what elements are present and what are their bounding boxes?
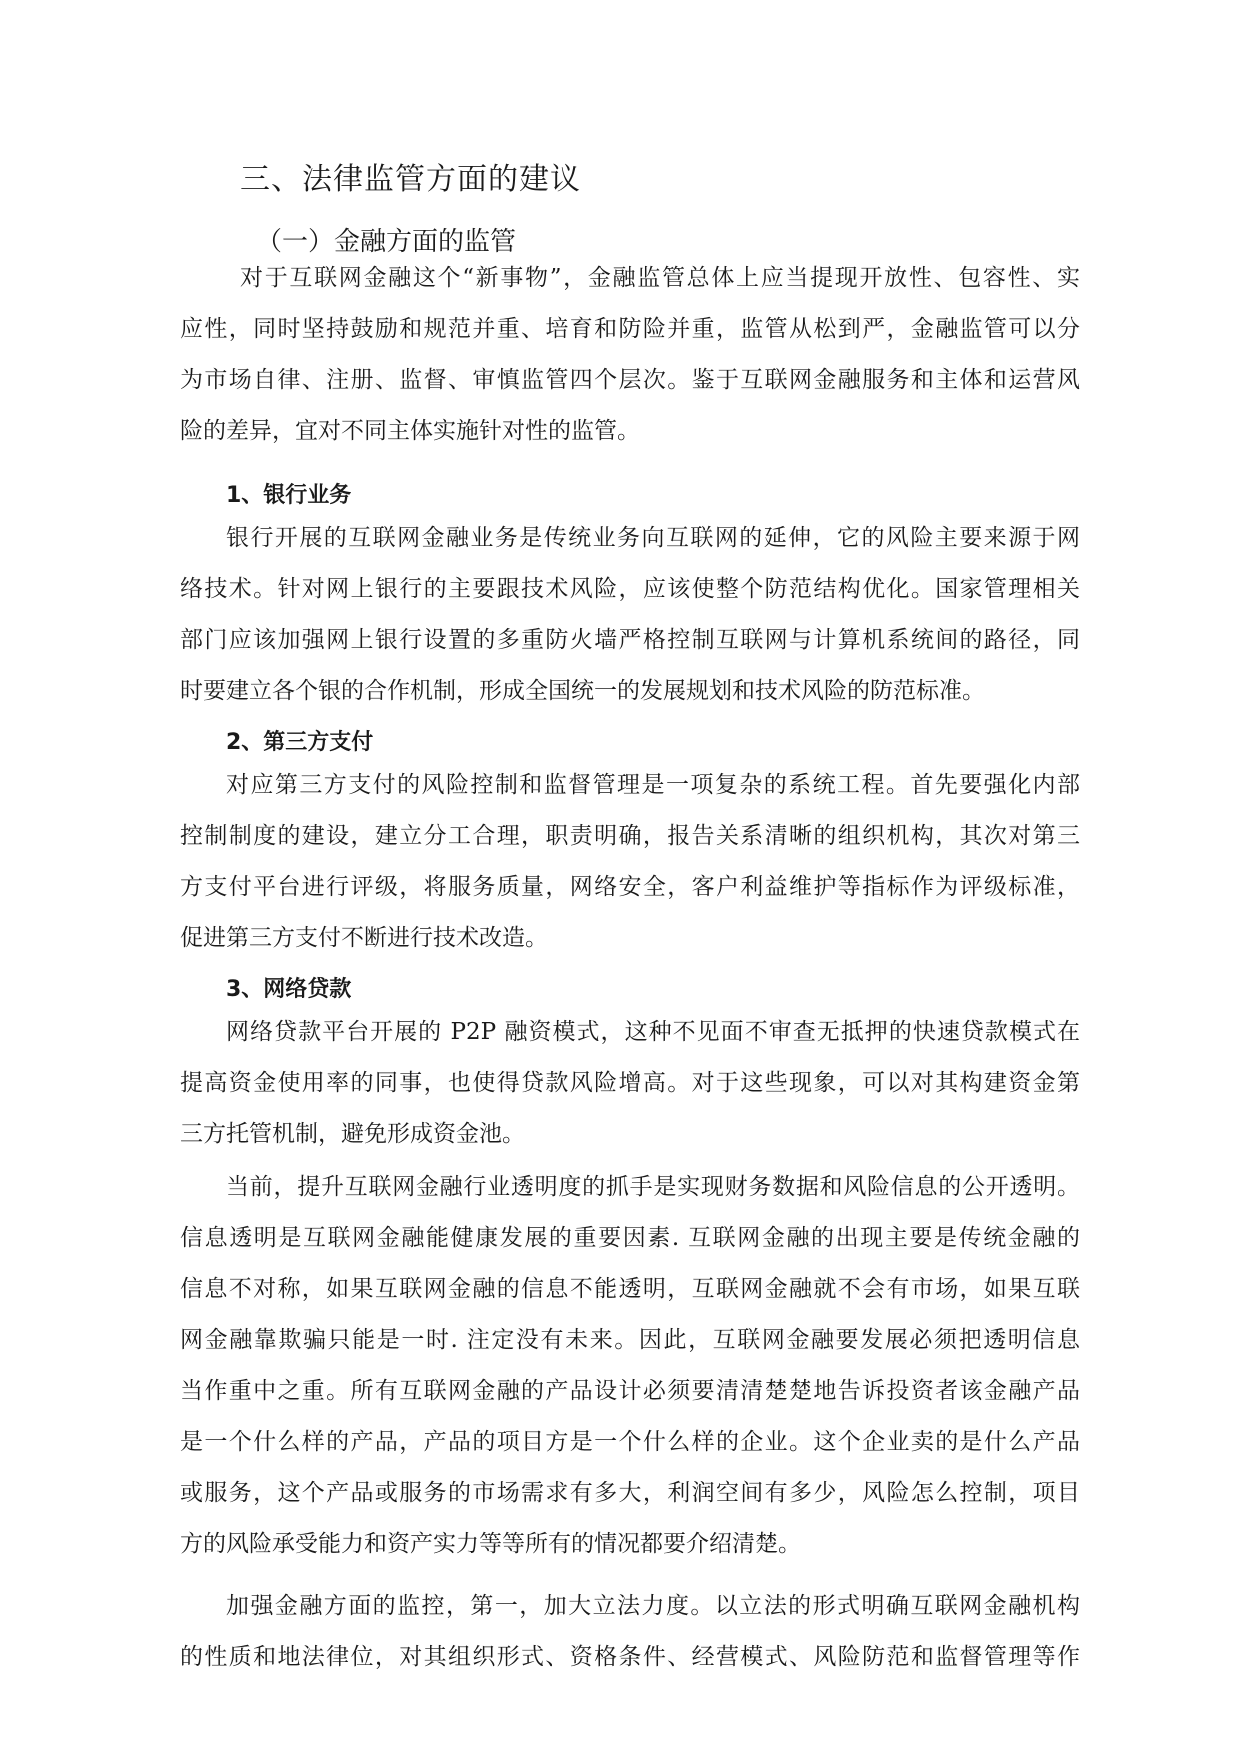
third-party-payment-paragraph [180, 760, 1080, 964]
paragraph-line: 的性质和地法律位，对其组织形式、资格条件、经营模式、风险防范和监督管理等作 [180, 1644, 1080, 1670]
paragraph-line: 促进第三方支付不断进行技术改造。 [180, 925, 548, 951]
online-loans-paragraph [180, 1007, 1080, 1160]
paragraph-line: 对应第三方支付的风险控制和监督管理是一项复杂的系统工程。首先要强化内部 [226, 772, 1080, 798]
paragraph-line: 险的差异，宜对不同主体实施针对性的监管。 [180, 418, 640, 444]
paragraph-line: 方的风险承受能力和资产实力等等所有的情况都要介绍清楚。 [180, 1531, 801, 1557]
paragraph-line: 是一个什么样的产品，产品的项目方是一个什么样的企业。这个企业卖的是什么产品 [180, 1429, 1080, 1455]
paragraph-line: 三方托管机制，避免形成资金池。 [180, 1121, 525, 1147]
subsection-title: （一）金融方面的监管 [256, 227, 517, 257]
transparency-paragraph [180, 1162, 1080, 1570]
paragraph-line: 时要建立各个银的合作机制，形成全国统一的发展规划和技术风险的防范标准。 [180, 678, 985, 704]
paragraph-line: 当作重中之重。所有互联网金融的产品设计必须要清清楚楚地告诉投资者该金融产品 [180, 1378, 1080, 1404]
paragraph-line: 方支付平台进行评级，将服务质量，网络安全，客户利益维护等指标作为评级标准， [180, 874, 1080, 900]
paragraph-line: 络技术。针对网上银行的主要跟技术风险，应该使整个防范结构优化。国家管理相关 [180, 576, 1080, 602]
section-title: 三、法律监管方面的建议 [240, 162, 581, 197]
paragraph-line: 网络贷款平台开展的 P2P 融资模式，这种不见面不审查无抵押的快速贷款模式在 [226, 1019, 1080, 1045]
legislation-paragraph [180, 1581, 1080, 1683]
paragraph-line: 应性，同时坚持鼓励和规范并重、培育和防险并重，监管从松到严，金融监管可以分 [180, 316, 1080, 342]
bank-business-paragraph [180, 513, 1080, 717]
intro-paragraph [180, 253, 1080, 457]
paragraph-line: 提高资金使用率的同事，也使得贷款风险增高。对于这些现象，可以对其构建资金第 [180, 1070, 1080, 1096]
heading-bank-business: 1、银行业务 [226, 483, 352, 508]
paragraph-line: 对于互联网金融这个“新事物”，金融监管总体上应当提现开放性、包容性、实 [240, 265, 1080, 291]
paragraph-line: 当前，提升互联网金融行业透明度的抓手是实现财务数据和风险信息的公开透明。 [226, 1174, 1080, 1200]
paragraph-line: 部门应该加强网上银行设置的多重防火墙严格控制互联网与计算机系统间的路径，同 [180, 627, 1080, 653]
paragraph-line: 信息透明是互联网金融能健康发展的重要因素. 互联网金融的出现主要是传统金融的 [180, 1225, 1080, 1251]
heading-online-loans: 3、网络贷款 [226, 977, 352, 1002]
heading-third-party-payment: 2、第三方支付 [226, 730, 374, 755]
paragraph-line: 控制制度的建设，建立分工合理，职责明确，报告关系清晰的组织机构，其次对第三 [180, 823, 1080, 849]
paragraph-line: 信息不对称，如果互联网金融的信息不能透明，互联网金融就不会有市场，如果互联 [180, 1276, 1080, 1302]
paragraph-line: 加强金融方面的监控，第一，加大立法力度。以立法的形式明确互联网金融机构 [226, 1593, 1080, 1619]
paragraph-line: 为市场自律、注册、监督、审慎监管四个层次。鉴于互联网金融服务和主体和运营风 [180, 367, 1080, 393]
paragraph-line: 或服务，这个产品或服务的市场需求有多大，利润空间有多少，风险怎么控制，项目 [180, 1480, 1080, 1506]
paragraph-line: 网金融靠欺骗只能是一时. 注定没有未来。因此，互联网金融要发展必须把透明信息 [180, 1327, 1080, 1353]
paragraph-line: 银行开展的互联网金融业务是传统业务向互联网的延伸，它的风险主要来源于网 [226, 525, 1080, 551]
